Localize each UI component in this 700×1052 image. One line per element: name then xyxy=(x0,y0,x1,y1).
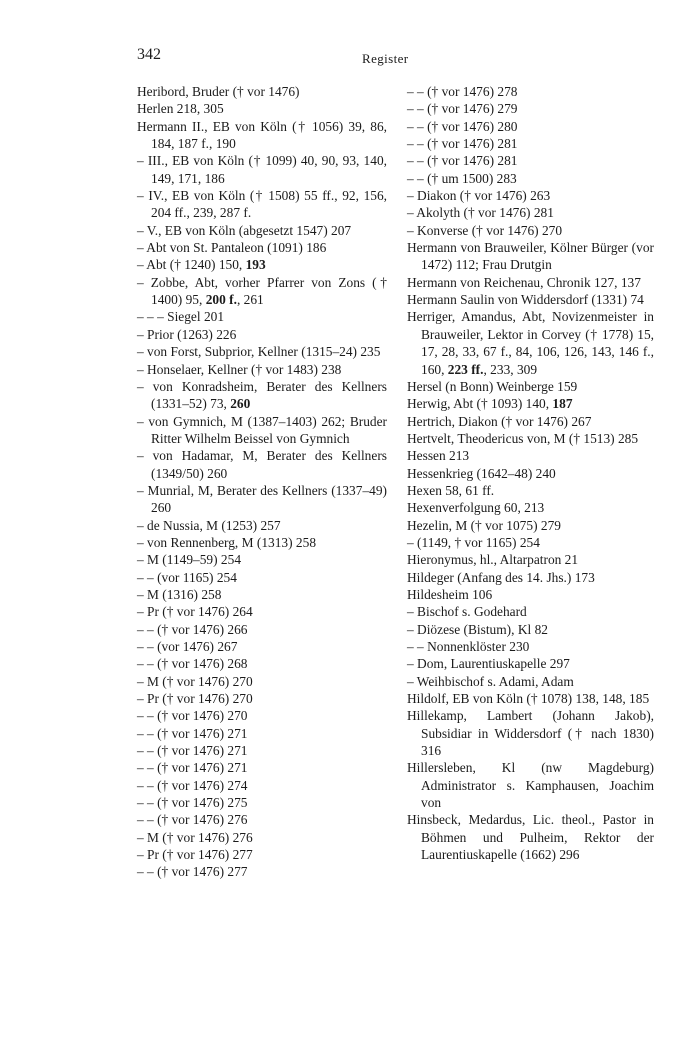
index-entry: – – († vor 1476) 281 xyxy=(407,136,518,152)
index-entry: Hezelin, M († vor 1075) 279 xyxy=(407,517,561,533)
index-entry: – Weihbischof s. Adami, Adam xyxy=(407,673,574,689)
index-entry: Herriger, Amandus, Abt, Novizenmeister in Brauweiler, Lektor in Corvey († 1778) 15, 17, 28, 33, 67 f., 84, 106, 126, 143, 146 f., 160, 223 ff., 233, 309 xyxy=(407,309,654,377)
index-entry: Hessen 213 xyxy=(407,448,470,464)
index-entry: – – († vor 1476) 279 xyxy=(407,101,518,117)
index-entry: – Pr († vor 1476) 264 xyxy=(137,604,253,620)
index-entry: – von Rennenberg, M (1313) 258 xyxy=(137,534,317,550)
index-entry: Hildesheim 106 xyxy=(407,586,493,602)
index-entry: – – († vor 1476) 281 xyxy=(407,153,518,169)
index-entry: Hexen 58, 61 ff. xyxy=(407,482,495,498)
index-entry: Hermann II., EB von Köln († 1056) 39, 86, 184, 187 f., 190 xyxy=(137,118,387,152)
index-entry: – – Nonnenklöster 230 xyxy=(407,639,530,654)
index-entry: – Pr († vor 1476) 277 xyxy=(137,847,253,863)
index-entry: Hermann Saulin von Widdersdorf (1331) 74 xyxy=(407,292,644,308)
index-entry: – Pr († vor 1476) 270 xyxy=(137,691,253,707)
index-entry: Hillersleben, Kl (nw Magdeburg) Administrator s. Kamphausen, Joachim von xyxy=(407,760,654,811)
index-entry: – – († um 1500) 283 xyxy=(407,170,517,186)
index-entry: Hessenkrieg (1642–48) 240 xyxy=(407,465,556,481)
index-entry: Hertrich, Diakon († vor 1476) 267 xyxy=(407,413,592,429)
index-entry: – – († vor 1476) 271 xyxy=(137,743,248,759)
index-entry: – M (1316) 258 xyxy=(137,586,222,602)
index-entry: – – († vor 1476) 280 xyxy=(407,118,518,134)
index-entry: – M (1149–59) 254 xyxy=(137,552,242,568)
index-entry: – von Konradsheim, Berater des Kellners (1331–52) 73, 260 xyxy=(137,378,387,412)
index-entry: Hermann von Brauweiler, Kölner Bürger (vor 1472) 112; Frau Drutgin xyxy=(407,240,654,273)
page-number: 342 xyxy=(137,46,161,63)
index-entry: – Bischof s. Godehard xyxy=(407,604,527,620)
index-entry: – – († vor 1476) 266 xyxy=(137,621,248,637)
index-entry: – Konverse († vor 1476) 270 xyxy=(407,222,563,238)
index-column-left xyxy=(137,83,387,881)
index-entry: – von Forst, Subprior, Kellner (1315–24) 235 xyxy=(137,344,381,360)
index-entry: Hersel (n Bonn) Weinberge 159 xyxy=(407,378,578,394)
index-entry: Hieronymus, hl., Altarpatron 21 xyxy=(407,552,579,568)
index-entry: Hermann von Reichenau, Chronik 127, 137 xyxy=(407,274,641,290)
index-entry: – – († vor 1476) 271 xyxy=(137,725,248,741)
index-entry: Hexenverfolgung 60, 213 xyxy=(407,500,545,516)
index-entry: – – († vor 1476) 268 xyxy=(137,656,248,672)
index-entry: – Dom, Laurentiuskapelle 297 xyxy=(407,656,570,672)
index-entry: – von Gymnich, M (1387–1403) 262; Bruder Ritter Wilhelm Beissel von Gymnich xyxy=(137,413,387,446)
index-entry: Heribord, Bruder († vor 1476) xyxy=(137,84,300,99)
index-entry: – Diözese (Bistum), Kl 82 xyxy=(407,621,548,637)
index-entry: Hertvelt, Theodericus von, M († 1513) 285 xyxy=(407,430,639,446)
index-entry: – – († vor 1476) 270 xyxy=(137,708,248,724)
index-entry: – de Nussia, M (1253) 257 xyxy=(137,517,281,533)
index-entry: Hillekamp, Lambert (Johann Jakob), Subsidiar in Widdersdorf († nach 1830) 316 xyxy=(407,708,654,759)
index-entry: Hildolf, EB von Köln († 1078) 138, 148, 185 xyxy=(407,691,650,707)
index-entry: – Prior (1263) 226 xyxy=(137,326,237,342)
index-entry: – – († vor 1476) 271 xyxy=(137,760,248,776)
index-entry: – M († vor 1476) 276 xyxy=(137,829,253,845)
index-entry: Hinsbeck, Medardus, Lic. theol., Pastor in Böhmen und Pulheim, Rektor der Laurentiuskapelle (1662) 296 xyxy=(407,812,654,863)
index-entry: – – († vor 1476) 275 xyxy=(137,795,248,811)
index-entry: – – († vor 1476) 276 xyxy=(137,812,248,828)
index-entry: – von Hadamar, M, Berater des Kellners (1349/50) 260 xyxy=(137,448,387,481)
index-entry: – – (vor 1165) 254 xyxy=(137,569,237,585)
index-entry: – IV., EB von Köln († 1508) 55 ff., 92, 156, 204 ff., 239, 287 f. xyxy=(137,188,387,221)
index-entry: – V., EB von Köln (abgesetzt 1547) 207 xyxy=(137,222,352,238)
index-entry: – Abt von St. Pantaleon (1091) 186 xyxy=(137,240,327,256)
index-entry: Hildeger (Anfang des 14. Jhs.) 173 xyxy=(407,569,595,585)
index-entry: Herlen 218, 305 xyxy=(137,101,224,117)
index-entry: – – – Siegel 201 xyxy=(137,309,225,325)
index-entry: – Diakon († vor 1476) 263 xyxy=(407,188,551,204)
index-entry: – – (vor 1476) 267 xyxy=(137,639,238,654)
index-entry: – – († vor 1476) 278 xyxy=(407,84,518,99)
running-title: Register xyxy=(362,51,409,66)
index-entry: – (1149, † vor 1165) 254 xyxy=(407,534,540,550)
index-entry: – Akolyth († vor 1476) 281 xyxy=(407,205,554,221)
index-entry: – – († vor 1476) 277 xyxy=(137,864,248,880)
index-entry: – – († vor 1476) 274 xyxy=(137,777,248,793)
index-entry: Herwig, Abt († 1093) 140, 187 xyxy=(407,396,573,412)
index-entry: – M († vor 1476) 270 xyxy=(137,673,253,689)
index-entry: – Zobbe, Abt, vorher Pfarrer von Zons († 1400) 95, 200 f., 261 xyxy=(137,274,387,308)
index-entry: – III., EB von Köln († 1099) 40, 90, 93, 140, 149, 171, 186 xyxy=(137,153,387,186)
index-entry: – Abt († 1240) 150, 193 xyxy=(137,257,266,273)
index-entry: – Munrial, M, Berater des Kellners (1337–49) 260 xyxy=(137,482,387,516)
index-column-right xyxy=(407,83,654,863)
index-entry: – Honselaer, Kellner († vor 1483) 238 xyxy=(137,361,342,377)
